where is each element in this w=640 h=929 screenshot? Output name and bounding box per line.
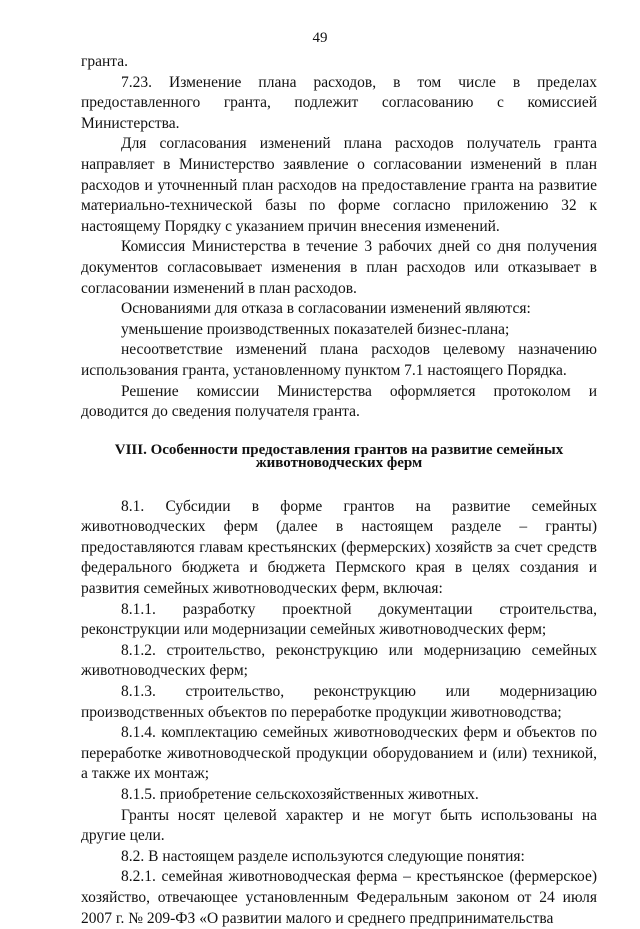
section-heading [81, 441, 597, 471]
paragraph: 8.1.2. строительство, реконструкцию или модернизацию семейных животноводческих ферм; [81, 641, 597, 680]
section-heading-line: VIII. Особенности предоставления грантов на развитие семейных [114, 441, 564, 458]
paragraph: гранта. [81, 53, 128, 70]
paragraph: 8.1. Субсидии в форме грантов на развитие семейных животноводческих ферм (далее в настоящем разделе – гранты) предоставляются главам крестьянских (фермерских) хозяйств за счет средств федерального бюджета и бюджета Пермского края в целях создания и развития семейных животноводческих ферм, включая: [81, 497, 597, 598]
paragraph: 8.2. В настоящем разделе используются следующие понятия: [121, 847, 525, 865]
page-number: 49 [312, 30, 328, 46]
paragraph: 8.1.5. приобретение сельскохозяйственных животных. [121, 786, 479, 803]
document-body [81, 52, 597, 929]
paragraph: Для согласования изменений плана расходов получатель гранта направляет в Министерство заявление о согласовании изменений в план расходов и уточненный план расходов на предоставление гранта на развитие материально-технической базы по форме согласно приложению 32 к настоящему Порядку с указанием причин внесения изменений. [81, 135, 597, 235]
paragraph: 7.23. Изменение плана расходов, в том числе в пределах предоставленного гранта, подлежит согласованию с комиссией Министерства. [81, 73, 597, 132]
paragraph: Основаниями для отказа в согласовании изменений являются: [121, 300, 531, 318]
paragraph: 8.2.1. семейная животноводческая ферма – крестьянское (фермерское) хозяйство, отвечающее установленным Федеральным законом от 24 июля 2007 г. № 209-ФЗ «О развитии малого и среднего предпринимательства [81, 868, 597, 927]
paragraph: уменьшение производственных показателей бизнес-плана; [121, 320, 510, 338]
paragraph: Комиссия Министерства в течение 3 рабочих дней со дня получения документов согласовывает изменения в план расходов или отказывает в согласовании изменений в план расходов. [81, 238, 597, 297]
paragraph: 8.1.3. строительство, реконструкцию или модернизацию производственных объектов по переработке продукции животноводства; [81, 683, 597, 721]
paragraph: Решение комиссии Министерства оформляется протоколом и доводится до сведения получателя гранта. [81, 382, 597, 421]
paragraph: Гранты носят целевой характер и не могут быть использованы на другие цели. [81, 806, 597, 845]
paragraph: 8.1.4. комплектацию семейных животноводческих ферм и объектов по переработке животноводческой продукции оборудованием и (или) техникой, а также их монтаж; [81, 724, 597, 783]
section-heading-line: животноводческих ферм [255, 454, 423, 471]
paragraph: 8.1.1. разработку проектной документации строительства, реконструкции или модернизации семейных животноводческих ферм; [81, 600, 597, 639]
paragraph: несоответствие изменений плана расходов целевому назначению использования гранта, установленному пунктом 7.1 настоящего Порядка. [81, 341, 597, 379]
